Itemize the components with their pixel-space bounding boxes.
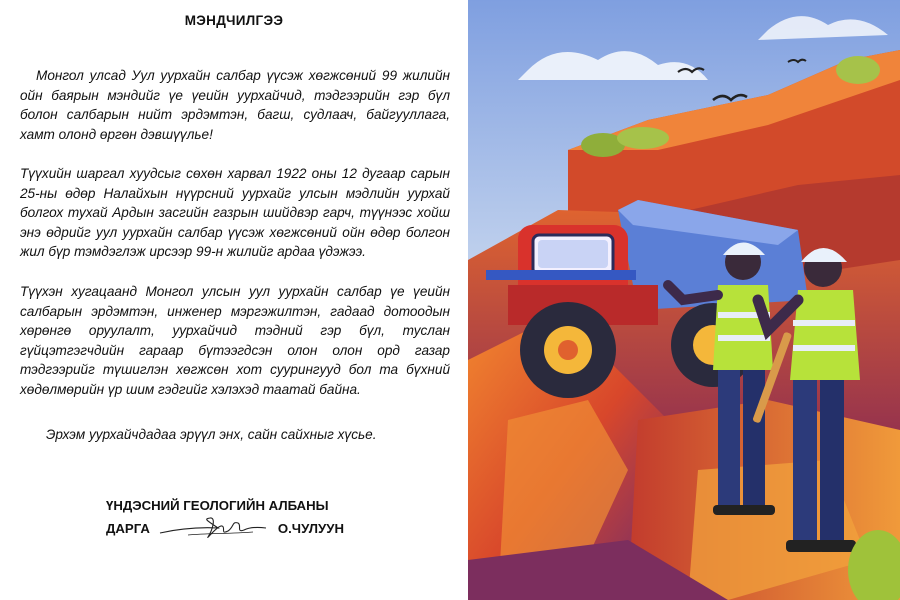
paragraph-history: Түүхийн шаргал хуудсыг сөхөн харвал 1922 оны 12 дугаар сарын 25-ны өдөр Налайхын нүүрсний уурхайг улсын мэдлийн уурхай болгох тухай Ардын засгийн газрын шийдвэр гарч, түүнээс хойш энэ өдрийг уул уурхайн салбар үүсэж хөгжсөний ойн өдөр болгон жил бүр тэмдэглэж ирсээр 99-н жилийг ардаа үдэжээ.	[20, 166, 450, 260]
bush	[617, 127, 669, 149]
illustration-svg	[468, 0, 900, 600]
signature-organization: ҮНДЭСНИЙ ГЕОЛОГИЙН АЛБАНЫ	[106, 498, 329, 513]
paragraph-greeting: Монгол улсад Уул уурхайн салбар үүсэж хөгжсөний 99 жилийн ойн баярын мэндийг үе үеийн уурхайчид, тэдгээрийн гэр бүл болон салбарын нийт эрдэмтэн, багш, судлаач, байгууллага, хамт олонд өргөн дэвшүүлье!	[20, 68, 450, 142]
paragraph-achievements: Түүхэн хугацаанд Монгол улсын уул уурхайн салбар үе үеийн салбарын эрдэмтэн, инженер мэргэжилтэн, гадаад дотоодын хөрөнгө оруулалт, уурхайчид тэдний гэр бүл, туслан гүйцэтгэгчдийн гараар бүтээгдсэн олон олон орд газар тэдгээрийг түшиглэн хөгжсөн хот суурингууд бол та бүхний хөдөлмөрийн үр шим гэдгийг хэлэхэд таатай байна.	[20, 284, 450, 397]
handwritten-signature	[158, 515, 268, 541]
bush	[836, 56, 880, 84]
signature-position: ДАРГА	[106, 520, 150, 536]
mining-illustration	[468, 0, 900, 600]
signature-block	[106, 496, 366, 541]
signature-name: О.ЧУЛУУН	[277, 520, 344, 536]
letter-title: МЭНДЧИЛГЭЭ	[184, 13, 284, 28]
closing-wish: Эрхэм уурхайчдадаа эрүүл энх, сайн сайхныг хүсье.	[46, 427, 377, 442]
